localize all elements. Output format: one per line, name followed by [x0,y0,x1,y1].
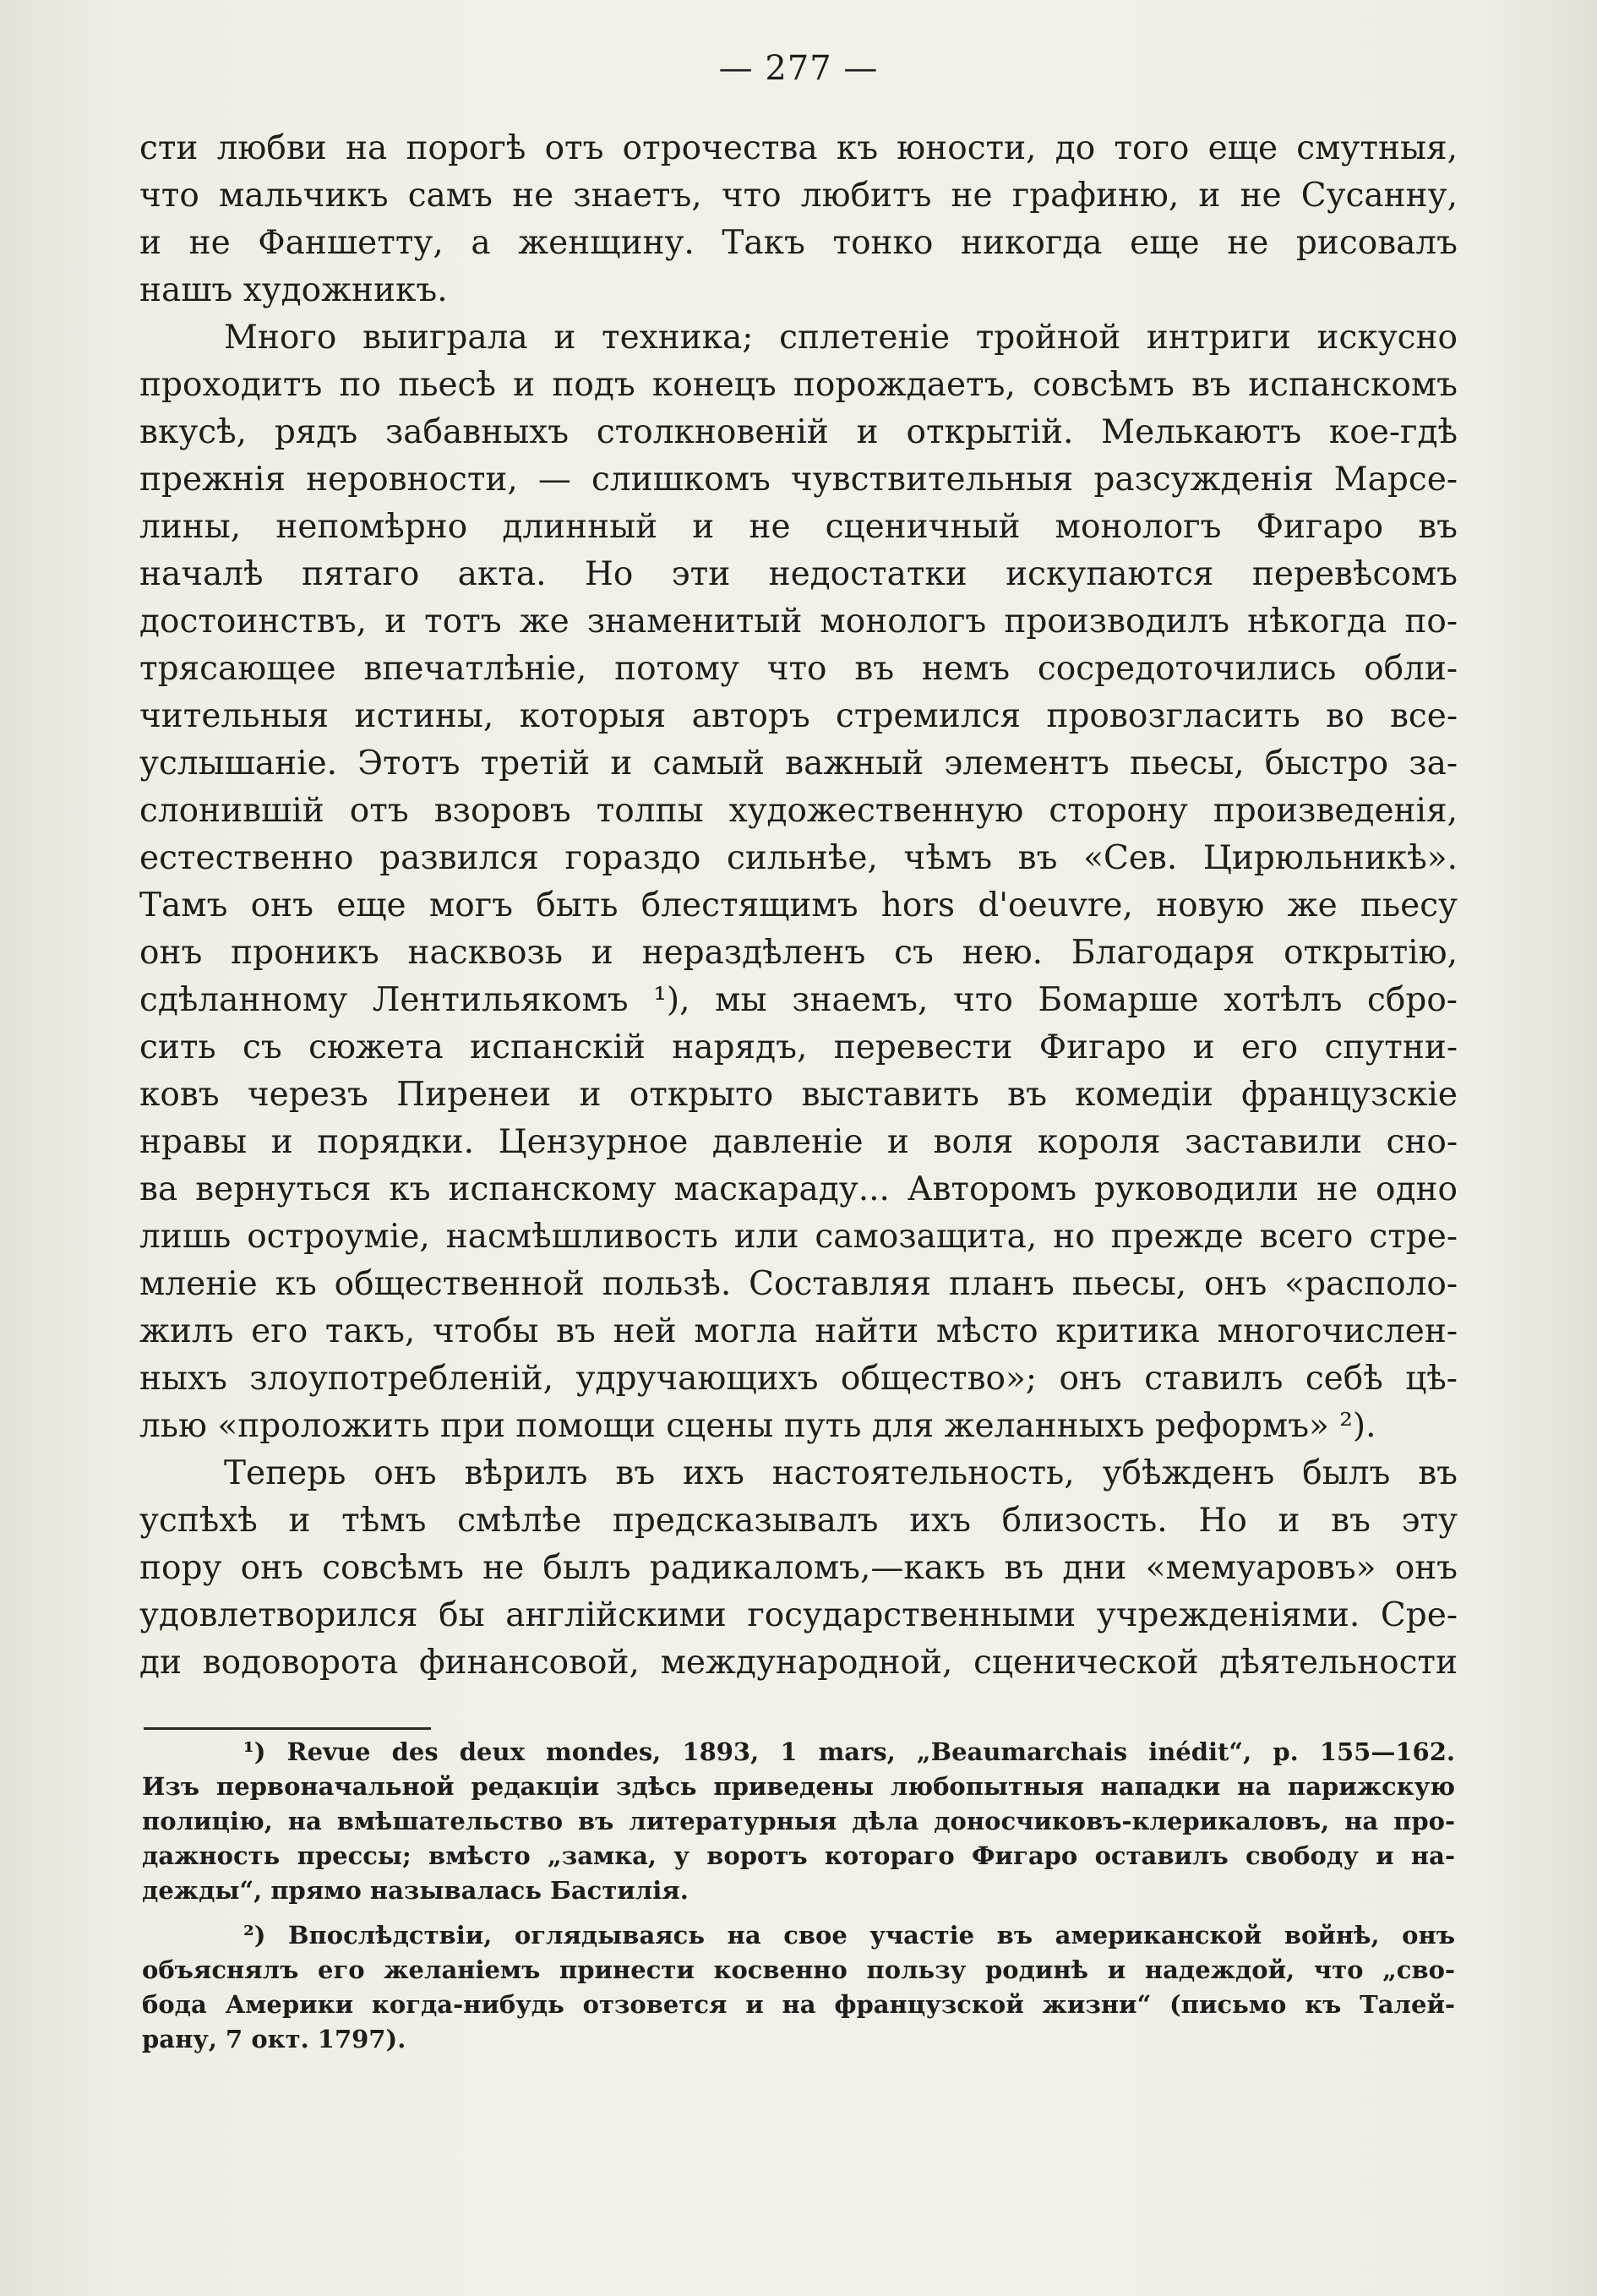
text-line: удовлетворился бы англійскими государственными учрежденіями. Сре- [139,1596,1458,1634]
text-line: лишь остроуміе, насмѣшливость или самозащита, но прежде всего стре- [139,1218,1458,1256]
text-line: нашъ художникъ. [139,271,448,309]
footnote-line: ¹) Revue des deux mondes, 1893, 1 mars, „Beaumarchais inédit“, p. 155—162. [243,1737,1455,1766]
text-line: нравы и порядки. Цензурное давленіе и воля короля заставили сно- [139,1123,1458,1161]
text-line: пору онъ совсѣмъ не былъ радикаломъ,—какъ въ дни «мемуаровъ» онъ [139,1549,1458,1587]
text-line: и не Фаншетту, а женщину. Такъ тонко никогда еще не рисовалъ [139,224,1458,262]
text-line: успѣхѣ и тѣмъ смѣлѣе предсказывалъ ихъ близость. Но и въ эту [139,1502,1458,1540]
text-line: лины, непомѣрно длинный и не сценичный монологъ Фигаро въ [139,508,1458,546]
text-line: сдѣланному Лентильякомъ ¹), мы знаемъ, что Бомарше хотѣлъ сбро- [139,981,1458,1019]
text-line: жилъ его такъ, чтобы въ ней могла найти мѣсто критика многочислен- [139,1312,1458,1350]
footnote-line: дежды“, прямо называлась Бастилія. [142,1876,689,1905]
text-line: сить съ сюжета испанскій нарядъ, перевести Фигаро и его спутни- [139,1028,1458,1066]
main-text [139,125,1458,1687]
text-line: ныхъ злоупотребленій, удручающихъ общество»; онъ ставилъ себѣ цѣ- [139,1360,1458,1398]
text-line: ди водоворота финансовой, международной, сценической дѣятельности [139,1644,1458,1682]
text-line: естественно развился гораздо сильнѣе, чѣмъ въ «Сев. Цирюльникѣ». [139,839,1458,877]
text-line: Тамъ онъ еще могъ быть блестящимъ hors d'oeuvre, новую же пьесу [139,886,1458,924]
text-line: онъ проникъ насквозь и нераздѣленъ съ нею. Благодаря открытію, [139,934,1458,972]
text-line: лью «проложить при помощи сцены путь для желанныхъ реформъ» ²). [139,1407,1376,1445]
footnote-divider [144,1727,431,1730]
text-line: вкусѣ, рядъ забавныхъ столкновеній и открытій. Мелькаютъ кое-гдѣ [139,413,1458,451]
text-line: ковъ черезъ Пиренеи и открыто выставить въ комедіи французскіе [139,1076,1458,1114]
footnote-line: бода Америки когда-нибудь отзовется и на французской жизни“ (письмо къ Талей- [142,1990,1455,2019]
footnote-line: объяснялъ его желаніемъ принести косвенно пользу родинѣ и надеждой, что „сво- [142,1955,1455,1984]
text-line: что мальчикъ самъ не знаетъ, что любитъ не графиню, и не Сусанну, [139,177,1458,215]
text-line: мленіе къ общественной пользѣ. Составляя планъ пьесы, онъ «располо- [139,1265,1458,1303]
text-line: слонившій отъ взоровъ толпы художественную сторону произведенія, [139,792,1458,830]
text-line: сти любви на порогѣ отъ отрочества къ юности, до того еще смутныя, [139,129,1458,167]
footnote-line: полицію, на вмѣшательство въ литературныя дѣла доносчиковъ-клерикаловъ, на про- [142,1807,1455,1835]
text-line: чительныя истины, которыя авторъ стремился провозгласить во все- [139,697,1458,735]
text-line: трясающее впечатлѣніе, потому что въ немъ сосредоточились обли- [139,650,1458,688]
page-number: — 277 — [718,49,879,88]
footnotes [142,1735,1455,2057]
text-line: Много выиграла и техника; сплетеніе тройной интриги искусно [224,319,1458,357]
footnote-line: Изъ первоначальной редакціи здѣсь приведены любопытныя нападки на парижскую [142,1772,1455,1801]
footnote-line: дажность прессы; вмѣсто „замка, у воротъ котораго Фигаро оставилъ свободу и на- [142,1841,1455,1870]
text-line: услышаніе. Этотъ третій и самый важный элементъ пьесы, быстро за- [139,744,1458,783]
text-line: Теперь онъ вѣрилъ въ ихъ настоятельность, убѣжденъ былъ въ [224,1454,1458,1492]
text-line: прежнія неровности, — слишкомъ чувствительныя разсужденія Марсе- [139,461,1458,499]
text-line: ва вернуться къ испанскому маскараду... Авторомъ руководили не одно [139,1170,1458,1208]
text-line: достоинствъ, и тотъ же знаменитый монологъ производилъ нѣкогда по- [139,603,1458,641]
footnote-line: ²) Впослѣдствіи, оглядываясь на свое участіе въ американской войнѣ, онъ [243,1921,1455,1950]
text-line: началѣ пятаго акта. Но эти недостатки искупаются перевѣсомъ [139,555,1458,593]
text-line: проходитъ по пьесѣ и подъ конецъ порождаетъ, совсѣмъ въ испанскомъ [139,366,1458,404]
footnote-line: рану, 7 окт. 1797). [142,2025,406,2053]
